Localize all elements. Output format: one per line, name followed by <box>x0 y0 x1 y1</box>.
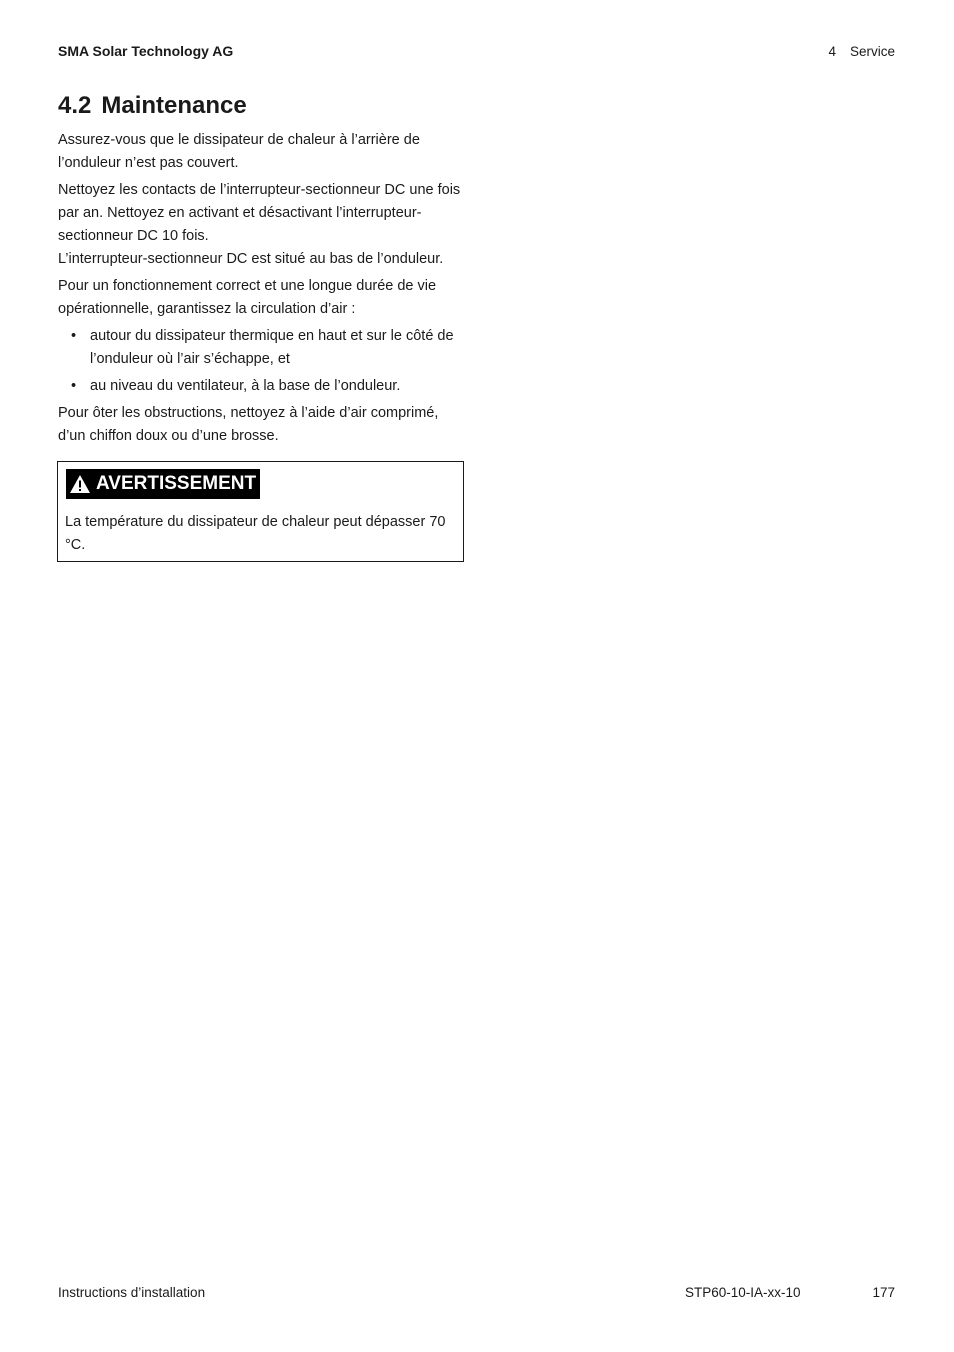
company-name: SMA Solar Technology AG <box>58 43 234 59</box>
paragraph-dc-switch <box>58 179 466 271</box>
paragraph-obstructions: Pour ôter les obstructions, nettoyez à l’aide d’air comprimé, d’un chiffon doux ou d’une brosse. <box>58 405 439 444</box>
section-number: 4.2 <box>58 92 92 119</box>
bullet-icon: • <box>71 378 77 394</box>
dc-switch-location-text: L’interrupteur-sectionneur DC est situé au bas de l’onduleur. <box>58 251 444 267</box>
section-title-text: Maintenance <box>101 92 247 119</box>
warning-text: La température du dissipateur de chaleur peut dépasser 70 °C. <box>65 514 446 553</box>
paragraph-heatsink: Assurez-vous que le dissipateur de chaleur à l’arrière de l’onduleur n’est pas couvert. <box>58 132 420 171</box>
list-item <box>58 325 466 371</box>
warning-label: AVERTISSEMENT <box>96 473 257 494</box>
section-title <box>58 92 247 120</box>
page-number: 177 <box>872 1285 895 1300</box>
chapter-header <box>828 44 895 59</box>
warning-triangle-icon <box>69 474 91 494</box>
warning-header <box>66 469 260 499</box>
chapter-title: Service <box>849 44 895 59</box>
dc-switch-cleaning-text: Nettoyez les contacts de l’interrupteur-sectionneur DC une fois par an. Nettoyez en activant et désactivant l’interrupteur-sectionneur DC 10 fois. <box>58 182 461 244</box>
chapter-number: 4 <box>828 44 836 59</box>
list-item-text: au niveau du ventilateur, à la base de l’onduleur. <box>90 378 401 394</box>
footer-doc-type: Instructions d’installation <box>58 1285 206 1300</box>
warning-box <box>57 461 464 562</box>
bullet-icon: • <box>71 328 77 344</box>
list-item-text: autour du dissipateur thermique en haut et sur le côté de l’onduleur où l’air s’échappe, et <box>90 328 454 367</box>
bullet-list <box>58 325 466 398</box>
section-content <box>58 129 466 452</box>
footer-doc-code: STP60-10-IA-xx-10 <box>685 1285 801 1300</box>
paragraph-air-circulation: Pour un fonctionnement correct et une longue durée de vie opérationnelle, garantissez la circulation d’air : <box>58 278 437 317</box>
list-item <box>58 375 466 398</box>
